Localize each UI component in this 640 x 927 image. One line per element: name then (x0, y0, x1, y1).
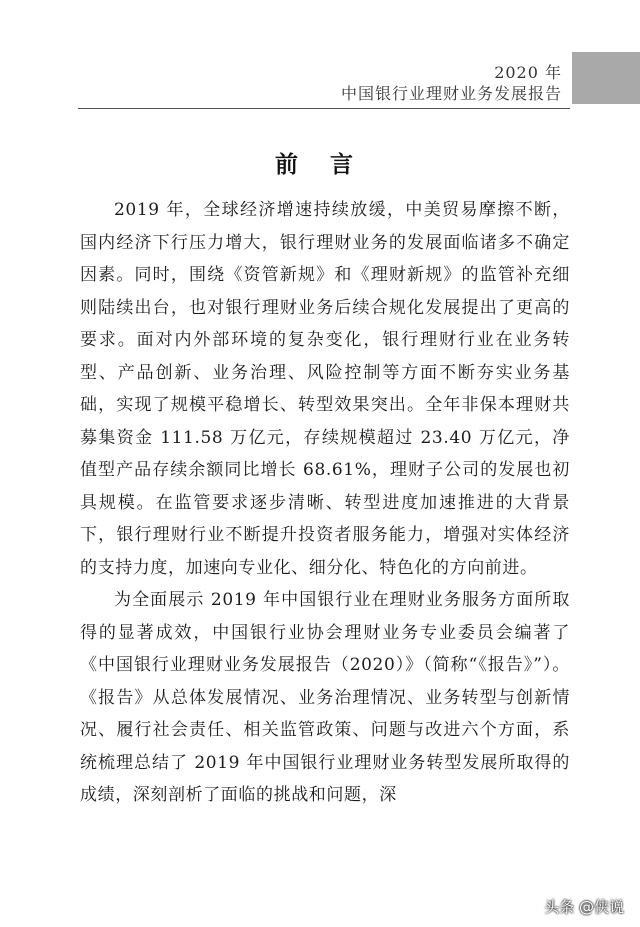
watermark: 头条 @侠说 (544, 898, 624, 916)
chapter-tab (572, 52, 640, 104)
paragraph-1: 2019 年，全球经济增速持续放缓，中美贸易摩擦不断，国内经济下行压力增大，银行理财业务的发展面临诸多不确定因素。同时，围绕《资管新规》和《理财新规》的监管补充细则陆续出台，也对银行理财业务后续合规化发展提出了更高的要求。面对内外部环境的复杂变化，银行理财行业在业务转型、产品创新、业务治理、风险控制等方面不断夯实业务基础，实现了规模平稳增长、转型效果突出。全年非保本理财共募集资金 111.58 万亿元，存续规模超过 23.40 万亿元，净值型产品存续余额同比增长 68.61%，理财子公司的发展也初具规模。在监管要求逐步清晰、转型进度加速推进的大背景下，银行理财行业不断提升投资者服务能力，增强对实体经济的支持力度，加速向专业化、细分化、特色化的方向前进。 (80, 200, 570, 578)
header-title: 中国银行业理财业务发展报告 (340, 84, 562, 103)
body-text (80, 194, 570, 812)
page-title: 前 言 (274, 151, 365, 178)
header-divider (78, 108, 570, 109)
header-year: 2020 年 (494, 63, 562, 82)
paragraph-2: 为全面展示 2019 年中国银行业在理财业务服务方面所取得的显著成效，中国银行业协会理财业务专业委员会编著了《中国银行业理财业务发展报告（2020）》（简称“《报告》”）。《报告》从总体发展情况、业务治理情况、业务转型与创新情况、履行社会责任、相关监管政策、问题与改进六个方面，系统梳理总结了 2019 年中国银行业理财业务转型发展所取得的成绩，深刻剖析了面临的挑战和问题，深 (80, 590, 570, 805)
